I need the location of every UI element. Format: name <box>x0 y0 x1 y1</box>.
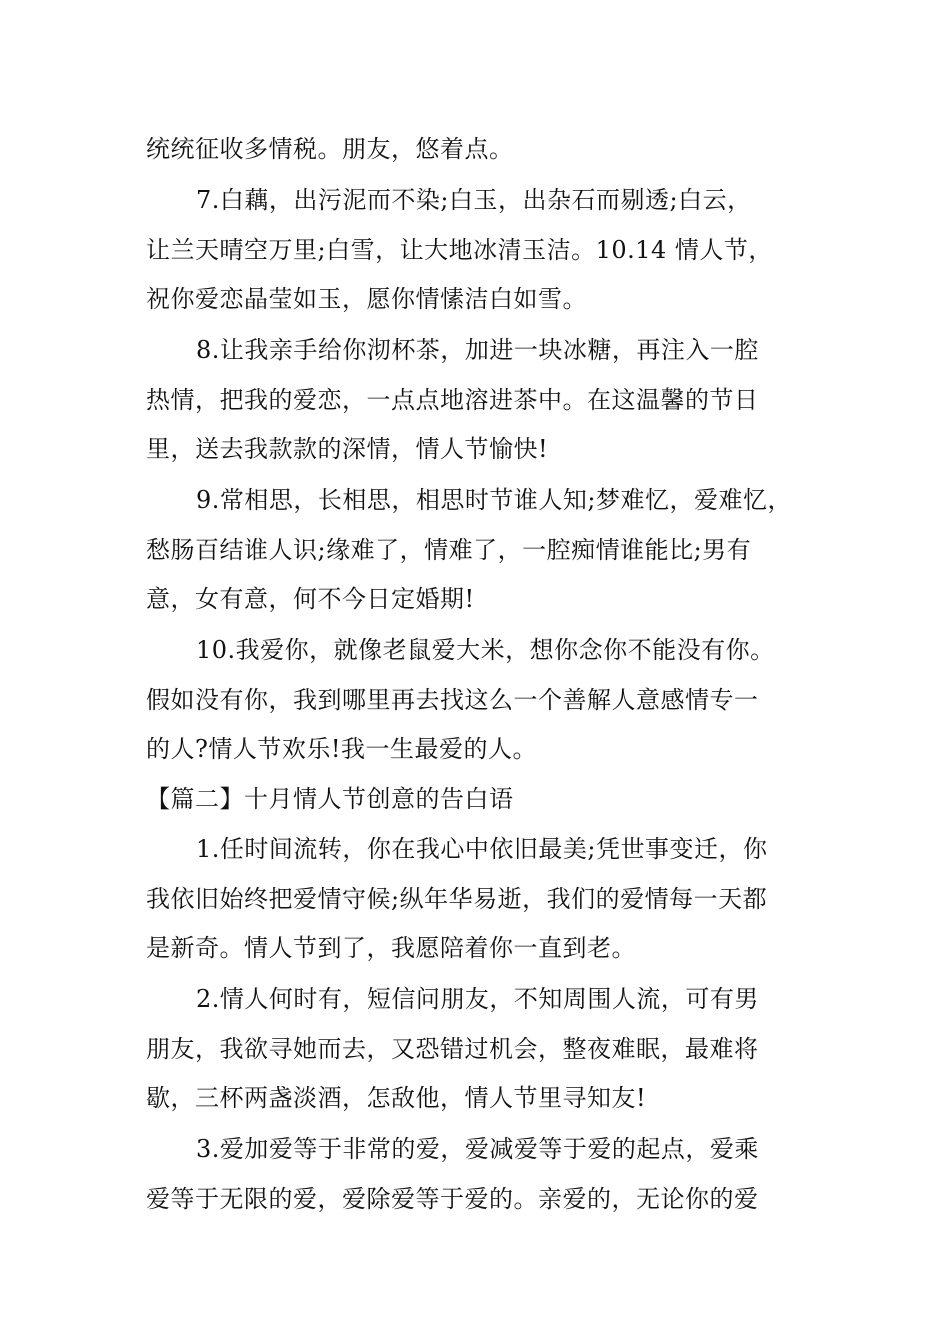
text-line: 是新奇。情人节到了，我愿陪着你一直到老。 <box>146 934 636 962</box>
text-line: 祝你爱恋晶莹如玉，愿你情愫洁白如雪。 <box>146 285 587 313</box>
text-line: 统统征收多情税。朋友，悠着点。 <box>146 135 514 163</box>
text-line: 里，送去我款款的深情，情人节愉快! <box>146 435 549 463</box>
section-heading: 【篇二】十月情人节创意的告白语 <box>146 785 514 813</box>
text-line: 热情，把我的爱恋，一点点地溶进茶中。在这温馨的节日 <box>146 386 759 414</box>
text-line: 朋友，我欲寻她而去，又恐错过机会，整夜难眠，最难将 <box>146 1035 759 1063</box>
text-line: 3.爱加爱等于非常的爱，爱减爱等于爱的起点，爱乘 <box>196 1135 759 1163</box>
text-line: 假如没有你，我到哪里再去找这么一个善解人意感情专一 <box>146 686 759 714</box>
text-line: 意，女有意，何不今日定婚期! <box>146 585 475 613</box>
text-line: 让兰天晴空万里;白雪，让大地冰清玉洁。10.14 情人节， <box>146 236 773 264</box>
text-line: 2.情人何时有，短信问朋友，不知周围人流，可有男 <box>196 985 759 1013</box>
text-line: 9.常相思，长相思，相思时节谁人知;梦难忆，爱难忆， <box>196 486 792 514</box>
text-line: 8.让我亲手给你沏杯茶，加进一块冰糖，再注入一腔 <box>196 336 759 364</box>
text-line: 7.白藕，出污泥而不染;白玉，出杂石而剔透;白云， <box>196 186 752 214</box>
text-line: 爱等于无限的爱，爱除爱等于爱的。亲爱的，无论你的爱 <box>146 1185 759 1213</box>
text-line: 10.我爱你，就像老鼠爱大米，想你念你不能没有你。 <box>196 636 775 664</box>
text-line: 我依旧始终把爱情守候;纵年华易逝，我们的爱情每一天都 <box>146 885 768 913</box>
text-line: 的人?情人节欢乐!我一生最爱的人。 <box>146 735 538 763</box>
text-line: 歇，三杯两盏淡酒，怎敌他，情人节里寻知友! <box>146 1084 647 1112</box>
text-line: 愁肠百结谁人识;缘难了，情难了，一腔痴情谁能比;男有 <box>146 536 752 564</box>
text-line: 1.任时间流转，你在我心中依旧最美;凭世事变迁，你 <box>196 835 768 863</box>
